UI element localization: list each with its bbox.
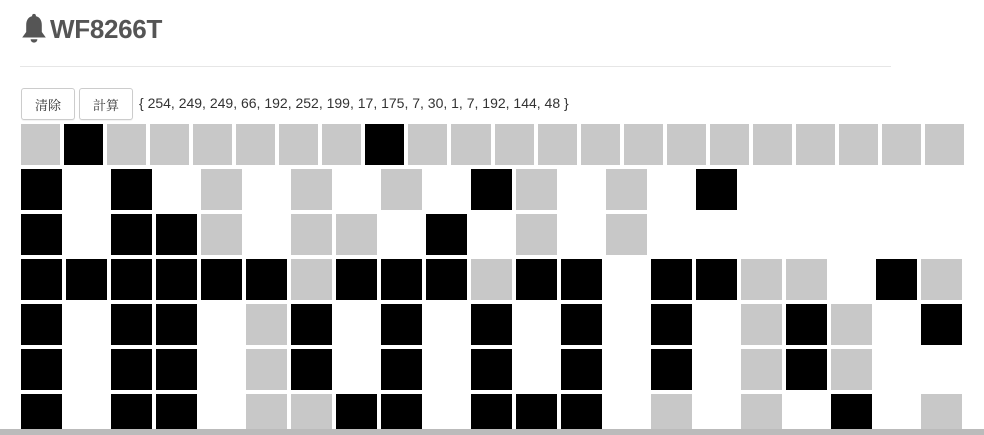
pixel-cell[interactable] [667, 124, 706, 165]
pixel-cell[interactable] [753, 124, 792, 165]
pixel-cell[interactable] [336, 304, 377, 345]
pixel-cell[interactable] [21, 349, 62, 390]
pixel-cell[interactable] [336, 214, 377, 255]
pixel-cell[interactable] [696, 169, 737, 210]
pixel-cell[interactable] [279, 124, 318, 165]
pixel-cell[interactable] [696, 349, 737, 390]
pixel-cell[interactable] [156, 304, 197, 345]
pixel-cell[interactable] [246, 349, 287, 390]
pixel-cell[interactable] [696, 259, 737, 300]
pixel-cell[interactable] [561, 304, 602, 345]
pixel-cell[interactable] [921, 169, 962, 210]
pixel-cell[interactable] [651, 304, 692, 345]
pixel-cell[interactable] [651, 259, 692, 300]
horizontal-scrollbar[interactable] [0, 429, 984, 435]
pixel-cell[interactable] [561, 169, 602, 210]
pixel-cell[interactable] [66, 169, 107, 210]
pixel-cell[interactable] [21, 214, 62, 255]
pixel-grid [21, 124, 964, 435]
pixel-cell[interactable] [336, 259, 377, 300]
pixel-cell[interactable] [426, 259, 467, 300]
pixel-cell[interactable] [471, 214, 512, 255]
pixel-cell[interactable] [111, 259, 152, 300]
pixel-cell[interactable] [246, 214, 287, 255]
pixel-cell[interactable] [21, 304, 62, 345]
pixel-cell[interactable] [426, 169, 467, 210]
grid-row [21, 349, 964, 390]
pixel-cell[interactable] [156, 169, 197, 210]
pixel-cell[interactable] [291, 349, 332, 390]
pixel-cell[interactable] [786, 349, 827, 390]
pixel-cell[interactable] [606, 349, 647, 390]
pixel-cell[interactable] [516, 349, 557, 390]
pixel-cell[interactable] [66, 214, 107, 255]
header-divider [20, 66, 891, 67]
pixel-cell[interactable] [606, 169, 647, 210]
pixel-cell[interactable] [516, 304, 557, 345]
pixel-cell[interactable] [451, 124, 490, 165]
pixel-cell[interactable] [516, 169, 557, 210]
pixel-cell[interactable] [831, 349, 872, 390]
pixel-cell[interactable] [201, 304, 242, 345]
pixel-cell[interactable] [193, 124, 232, 165]
pixel-cell[interactable] [64, 124, 103, 165]
pixel-cell[interactable] [291, 259, 332, 300]
pixel-cell[interactable] [741, 169, 782, 210]
pixel-cell[interactable] [201, 169, 242, 210]
pixel-cell[interactable] [741, 259, 782, 300]
pixel-cell[interactable] [606, 304, 647, 345]
pixel-cell[interactable] [876, 169, 917, 210]
pixel-cell[interactable] [201, 259, 242, 300]
pixel-cell[interactable] [426, 214, 467, 255]
pixel-cell[interactable] [426, 304, 467, 345]
calculate-button[interactable]: 計算 [79, 88, 133, 120]
pixel-cell[interactable] [291, 214, 332, 255]
bell-icon [20, 13, 48, 45]
pixel-cell[interactable] [561, 349, 602, 390]
pixel-cell[interactable] [741, 304, 782, 345]
grid-row [21, 304, 964, 345]
pixel-cell[interactable] [921, 349, 962, 390]
pixel-cell[interactable] [471, 304, 512, 345]
pixel-cell[interactable] [786, 259, 827, 300]
pixel-cell[interactable] [925, 124, 964, 165]
pixel-cell[interactable] [21, 169, 62, 210]
pixel-cell[interactable] [561, 214, 602, 255]
pixel-cell[interactable] [336, 349, 377, 390]
pixel-cell[interactable] [651, 169, 692, 210]
pixel-cell[interactable] [471, 169, 512, 210]
grid-row [21, 124, 964, 165]
pixel-cell[interactable] [381, 259, 422, 300]
pixel-cell[interactable] [796, 124, 835, 165]
page-title [20, 12, 162, 46]
pixel-cell[interactable] [156, 259, 197, 300]
pixel-cell[interactable] [426, 349, 467, 390]
pixel-cell[interactable] [741, 349, 782, 390]
pixel-cell[interactable] [786, 169, 827, 210]
pixel-cell[interactable] [921, 259, 962, 300]
pixel-cell[interactable] [876, 214, 917, 255]
pixel-cell[interactable] [408, 124, 447, 165]
pixel-cell[interactable] [381, 169, 422, 210]
pixel-cell[interactable] [246, 259, 287, 300]
title-text: WF8266T [50, 13, 163, 44]
pixel-cell[interactable] [66, 259, 107, 300]
pixel-cell[interactable] [831, 214, 872, 255]
pixel-cell[interactable] [21, 259, 62, 300]
pixel-cell[interactable] [291, 169, 332, 210]
pixel-cell[interactable] [710, 124, 749, 165]
pixel-cell[interactable] [696, 304, 737, 345]
pixel-cell[interactable] [606, 214, 647, 255]
pixel-cell[interactable] [876, 259, 917, 300]
pixel-cell[interactable] [876, 304, 917, 345]
pixel-cell[interactable] [21, 124, 60, 165]
pixel-cell[interactable] [882, 124, 921, 165]
pixel-cell[interactable] [201, 214, 242, 255]
pixel-cell[interactable] [561, 259, 602, 300]
pixel-cell[interactable] [66, 304, 107, 345]
pixel-cell[interactable] [150, 124, 189, 165]
pixel-cell[interactable] [831, 304, 872, 345]
pixel-cell[interactable] [107, 124, 146, 165]
pixel-cell[interactable] [581, 124, 620, 165]
pixel-cell[interactable] [786, 304, 827, 345]
pixel-cell[interactable] [381, 349, 422, 390]
pixel-cell[interactable] [291, 304, 332, 345]
pixel-cell[interactable] [651, 349, 692, 390]
pixel-cell[interactable] [156, 214, 197, 255]
clear-button[interactable]: 清除 [21, 88, 75, 120]
pixel-cell[interactable] [495, 124, 534, 165]
pixel-cell[interactable] [516, 214, 557, 255]
grid-row [21, 214, 964, 255]
pixel-cell[interactable] [786, 214, 827, 255]
pixel-cell[interactable] [66, 349, 107, 390]
pixel-cell[interactable] [246, 169, 287, 210]
pixel-cell[interactable] [111, 304, 152, 345]
pixel-cell[interactable] [471, 349, 512, 390]
pixel-cell[interactable] [651, 214, 692, 255]
pixel-cell[interactable] [111, 349, 152, 390]
pixel-cell[interactable] [921, 304, 962, 345]
pixel-cell[interactable] [516, 259, 557, 300]
pixel-cell[interactable] [696, 214, 737, 255]
pixel-cell[interactable] [921, 214, 962, 255]
pixel-cell[interactable] [336, 169, 377, 210]
pixel-cell[interactable] [201, 349, 242, 390]
grid-row [21, 169, 964, 210]
pixel-cell[interactable] [624, 124, 663, 165]
pixel-cell[interactable] [322, 124, 361, 165]
pixel-cell[interactable] [831, 169, 872, 210]
pixel-cell[interactable] [246, 304, 287, 345]
pixel-cell[interactable] [111, 214, 152, 255]
pixel-cell[interactable] [876, 349, 917, 390]
pixel-cell[interactable] [111, 169, 152, 210]
pixel-cell[interactable] [381, 214, 422, 255]
pixel-cell[interactable] [471, 259, 512, 300]
pixel-cell[interactable] [236, 124, 275, 165]
grid-row [21, 259, 964, 300]
result-array-text: { 254, 249, 249, 66, 192, 252, 199, 17, 175, 7, 30, 1, 7, 192, 144, 48 } [139, 95, 569, 111]
pixel-cell[interactable] [839, 124, 878, 165]
pixel-cell[interactable] [606, 259, 647, 300]
pixel-cell[interactable] [365, 124, 404, 165]
pixel-cell[interactable] [381, 304, 422, 345]
pixel-cell[interactable] [156, 349, 197, 390]
pixel-cell[interactable] [538, 124, 577, 165]
pixel-cell[interactable] [741, 214, 782, 255]
pixel-cell[interactable] [831, 259, 872, 300]
